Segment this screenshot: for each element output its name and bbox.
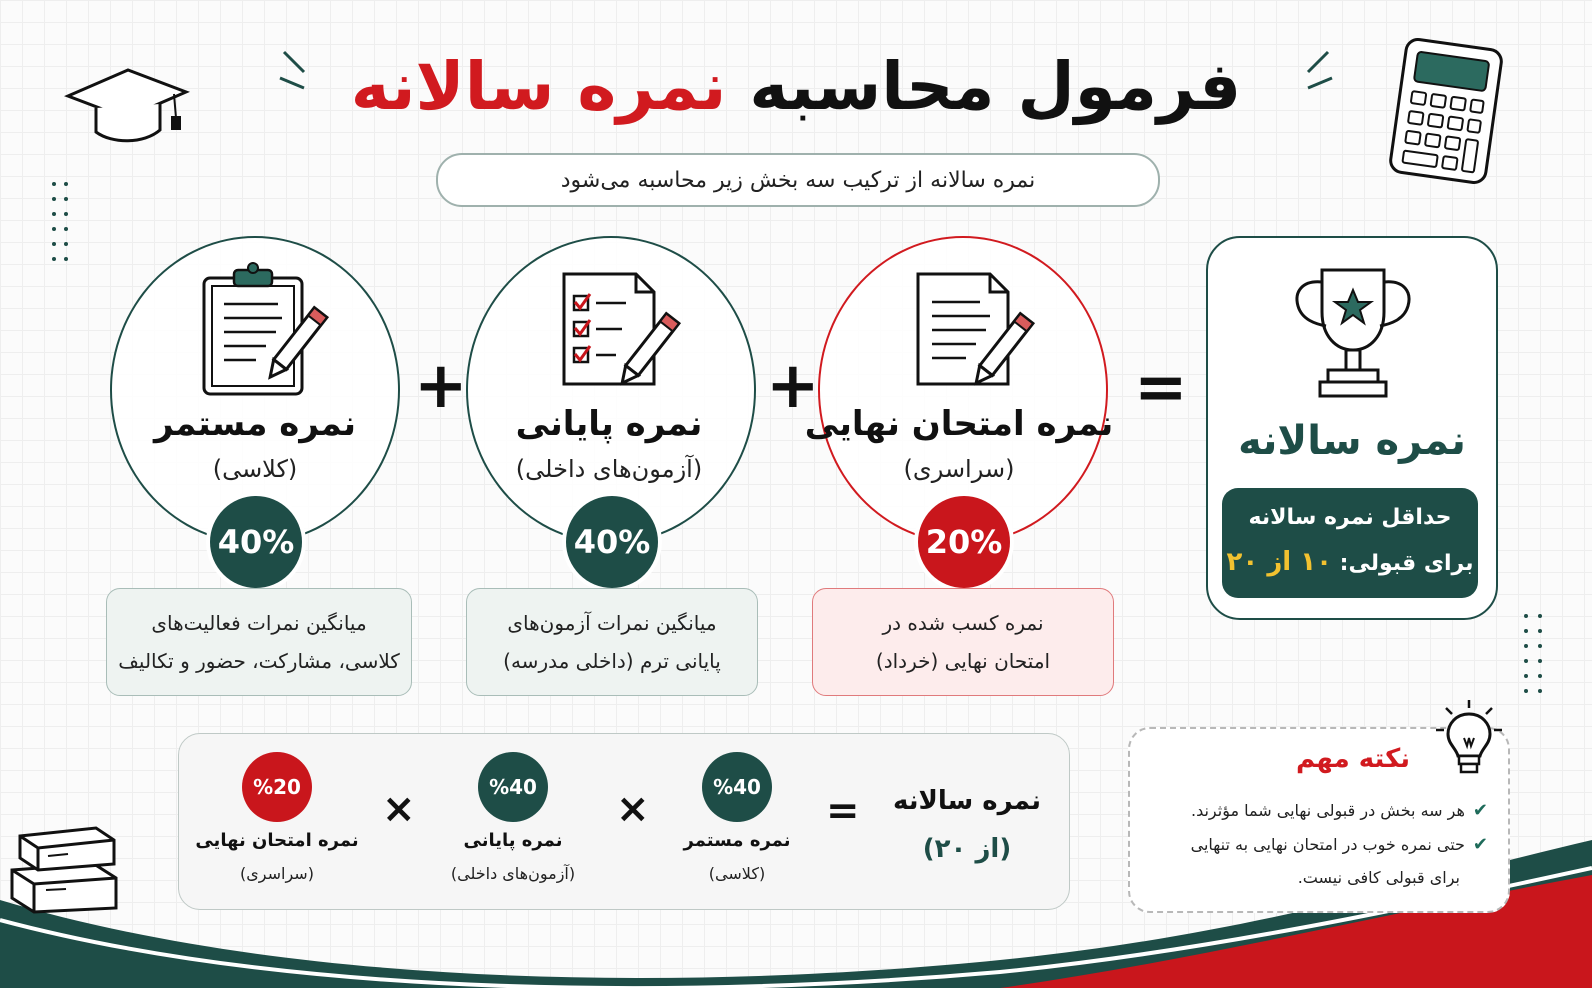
term-exam-desc-line1: میانگین نمرات آزمون‌های bbox=[507, 611, 717, 635]
page-title bbox=[0, 48, 1592, 125]
equals-operator: = bbox=[1134, 351, 1188, 425]
final-exam-percent-badge: 20% bbox=[918, 496, 1010, 588]
page-title-part2: نمره سالانه bbox=[350, 48, 727, 125]
books-icon bbox=[4, 818, 124, 914]
trophy-icon bbox=[1288, 262, 1418, 404]
formula-final-exam-badge: %20 bbox=[242, 752, 312, 822]
checklist-icon bbox=[556, 270, 686, 394]
formula-result-sub: (از ۲۰) bbox=[922, 834, 1012, 864]
lightbulb-icon bbox=[1434, 698, 1504, 780]
term-exam-description bbox=[466, 588, 758, 696]
note-item-1 bbox=[1158, 800, 1488, 821]
final-exam-title: نمره امتحان نهایی bbox=[804, 404, 1114, 444]
term-exam-title: نمره پایانی bbox=[515, 404, 703, 444]
final-exam-description bbox=[812, 588, 1114, 696]
minimum-pass-box bbox=[1222, 488, 1478, 598]
term-exam-desc-line2: پایانی ترم (داخلی مدرسه) bbox=[503, 649, 721, 673]
note-item-3-text: برای قبولی کافی نیست. bbox=[1297, 868, 1460, 887]
times-operator-1: × bbox=[382, 786, 416, 832]
term-exam-percent-badge: 40% bbox=[566, 496, 658, 588]
continuous-desc-line2: کلاسی، مشارکت، حضور و تکالیف bbox=[118, 649, 400, 673]
note-item-2-text: حتی نمره خوب در امتحان نهایی به تنهایی bbox=[1190, 835, 1465, 854]
formula-continuous-badge: %40 bbox=[702, 752, 772, 822]
minimum-pass-value: ۱۰ از ۲۰ bbox=[1226, 547, 1332, 577]
note-item-2-continued bbox=[1130, 868, 1460, 887]
final-exam-desc-line2: امتحان نهایی (خرداد) bbox=[875, 649, 1051, 673]
note-item-2 bbox=[1158, 834, 1488, 855]
annual-result-title: نمره سالانه bbox=[1238, 418, 1466, 464]
subtitle-pill bbox=[436, 153, 1160, 207]
continuous-percent-badge: 40% bbox=[210, 496, 302, 588]
continuous-description bbox=[106, 588, 412, 696]
check-icon: ✔ bbox=[1472, 834, 1488, 855]
formula-term-exam-sub: (آزمون‌های داخلی) bbox=[450, 864, 576, 883]
important-note-title: نکته مهم bbox=[1296, 744, 1410, 774]
final-exam-subtitle: (سراسری) bbox=[903, 455, 1015, 483]
final-exam-desc-line1: نمره کسب شده در bbox=[882, 611, 1044, 635]
formula-final-exam-sub: (سراسری) bbox=[240, 864, 314, 883]
page-title-part1: فرمول محاسبه bbox=[749, 48, 1242, 125]
formula-equals-operator: = bbox=[826, 788, 860, 834]
continuous-subtitle: (کلاسی) bbox=[212, 455, 298, 483]
subtitle-text: نمره سالانه از ترکیب سه بخش زیر محاسبه می‌شود bbox=[560, 167, 1036, 193]
formula-final-exam-label: نمره امتحان نهایی bbox=[195, 830, 359, 851]
clipboard-icon bbox=[196, 260, 330, 400]
plus-operator-2: + bbox=[766, 349, 820, 423]
formula-term-exam-label: نمره پایانی bbox=[463, 830, 563, 851]
dots-decoration-right-2 bbox=[1538, 614, 1556, 704]
minimum-pass-line1: حداقل نمره سالانه bbox=[1248, 505, 1452, 530]
continuous-desc-line1: میانگین نمرات فعالیت‌های bbox=[151, 611, 367, 635]
formula-term-exam-badge: %40 bbox=[478, 752, 548, 822]
check-icon: ✔ bbox=[1472, 800, 1488, 821]
page-title-wrap bbox=[0, 48, 1592, 125]
formula-continuous-sub: (کلاسی) bbox=[708, 864, 766, 883]
note-item-1-text: هر سه بخش در قبولی نهایی شما مؤثرند. bbox=[1190, 801, 1465, 820]
document-pencil-icon bbox=[910, 270, 1040, 394]
term-exam-subtitle: (آزمون‌های داخلی) bbox=[515, 455, 703, 483]
dots-decoration-left-2 bbox=[64, 182, 82, 272]
times-operator-2: × bbox=[616, 786, 650, 832]
continuous-title: نمره مستمر bbox=[153, 404, 357, 444]
minimum-pass-prefix: برای قبولی: bbox=[1339, 551, 1474, 576]
plus-operator-1: + bbox=[414, 349, 468, 423]
formula-continuous-label: نمره مستمر bbox=[683, 830, 791, 851]
formula-result-title: نمره سالانه bbox=[893, 786, 1041, 816]
